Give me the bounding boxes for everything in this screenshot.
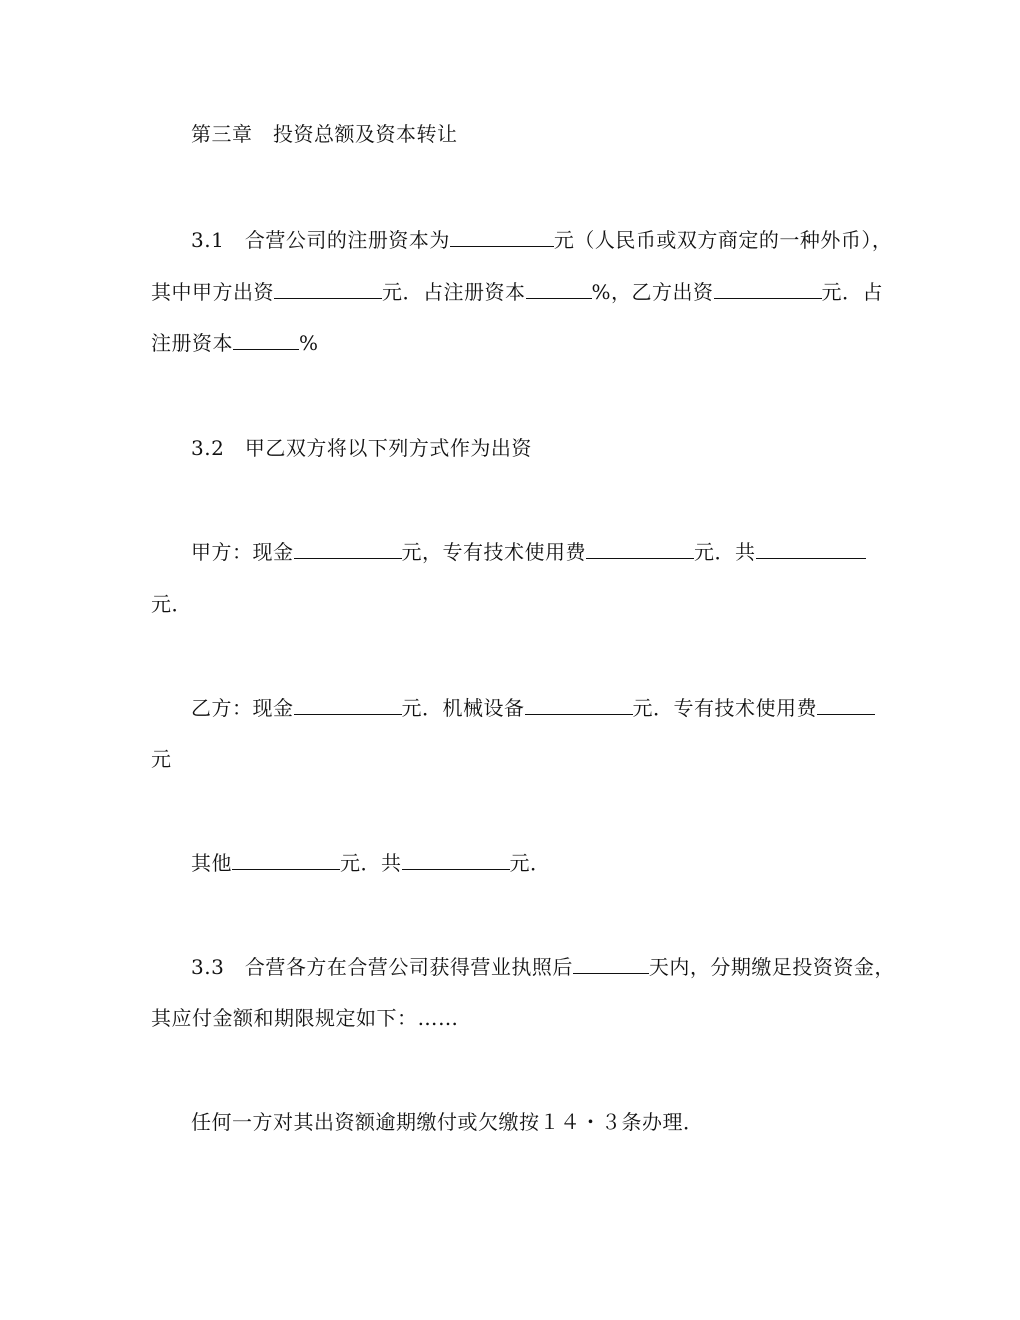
clause-text: 元．共	[694, 540, 756, 564]
party-a-percent-blank	[526, 280, 592, 299]
party-b-machinery-blank	[525, 696, 633, 715]
party-b-percent-blank	[233, 331, 299, 350]
clause-text: 元．专有技术使用费	[632, 696, 817, 720]
party-a-cash-blank	[294, 540, 402, 559]
party-b-tech-fee-blank	[817, 696, 875, 715]
party-b-contribution-blank	[714, 280, 822, 299]
section-number: 3.2	[191, 436, 225, 460]
clause-text: 任何一方对其出资额逾期缴付或欠缴按１４・３条办理．	[191, 1110, 704, 1134]
party-b-line-1	[191, 694, 875, 722]
chapter-title	[191, 120, 458, 148]
clause-text: 乙方：现金	[191, 696, 294, 720]
party-a-total-blank	[756, 540, 866, 559]
section-3-1-line-3	[151, 329, 319, 357]
section-3-3-line-2	[151, 1004, 459, 1032]
other-total-blank	[402, 851, 510, 870]
party-a-line-1	[191, 538, 866, 566]
party-a-tech-fee-blank	[586, 540, 694, 559]
clause-text: 天内，分期缴足投资资金，	[648, 955, 895, 979]
clause-text: 元．占注册资本	[382, 280, 526, 304]
clause-text: 元．共	[340, 851, 402, 875]
clause-text: 元（人民币或双方商定的一种外币），	[553, 228, 893, 252]
clause-text: 注册资本	[151, 331, 233, 355]
clause-text: 其中甲方出资	[151, 280, 274, 304]
party-a-line-2	[151, 590, 192, 618]
section-3-3-line-1	[191, 953, 895, 981]
clause-text: 元．机械设备	[401, 696, 525, 720]
clause-text: 其应付金额和期限规定如下：……	[151, 1006, 459, 1030]
days-blank	[573, 955, 649, 974]
clause-text: 元．	[151, 592, 192, 616]
chapter-title-text: 第三章 投资总额及资本转让	[191, 122, 458, 146]
clause-text: 元	[151, 747, 172, 771]
section-3-2	[191, 434, 532, 462]
registered-capital-blank	[450, 228, 554, 247]
party-b-cash-blank	[294, 696, 402, 715]
clause-text: %	[299, 331, 319, 355]
clause-text: 甲乙双方将以下列方式作为出资	[244, 436, 532, 460]
clause-text: 合营各方在合营公司获得营业执照后	[244, 955, 573, 979]
other-line	[191, 849, 551, 877]
section-number: 3.3	[191, 955, 225, 979]
clause-text: 元．	[509, 851, 551, 875]
clause-text: 其他	[191, 851, 232, 875]
clause-text: 合营公司的注册资本为	[244, 228, 450, 252]
clause-text: 元．占	[821, 280, 884, 304]
clause-text: 甲方：现金	[191, 540, 294, 564]
default-clause	[191, 1108, 704, 1136]
section-3-1-line-1	[191, 226, 892, 254]
section-3-1-line-2	[151, 278, 883, 306]
clause-text: 元，专有技术使用费	[401, 540, 586, 564]
party-b-line-2	[151, 745, 172, 773]
party-a-contribution-blank	[274, 280, 382, 299]
section-number: 3.1	[191, 228, 225, 252]
other-amount-blank	[232, 851, 340, 870]
clause-text: %，乙方出资	[591, 280, 714, 304]
